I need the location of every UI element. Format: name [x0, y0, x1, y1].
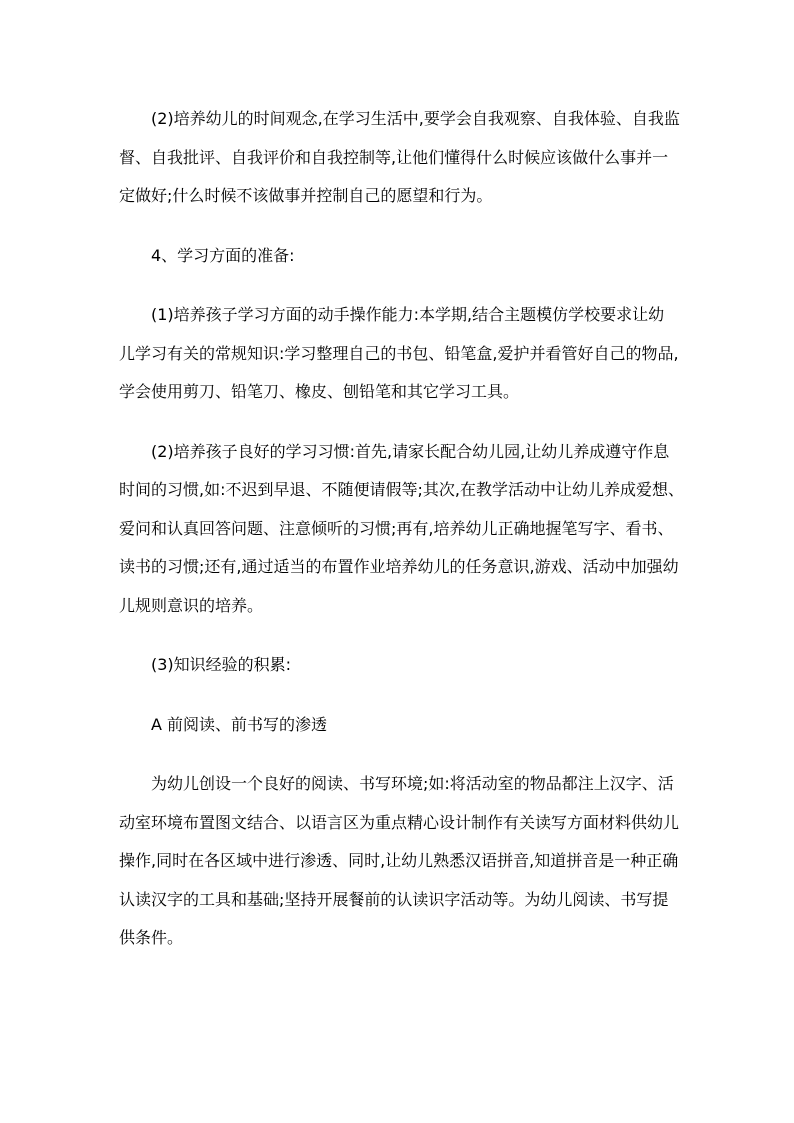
text-line: 认读汉字的工具和基础;坚持开展餐前的认读识字活动等。为幼儿阅读、书写提 — [119, 889, 669, 909]
text-line: 动室环境布置图文结合、以语言区为重点精心设计制作有关读写方面材料供幼儿 — [119, 812, 680, 832]
text-line: 学会使用剪刀、铅笔刀、橡皮、刨铅笔和其它学习工具。 — [119, 382, 520, 401]
text-line: (2)培养孩子良好的学习习惯:首先,请家长配合幼儿园,让幼儿养成遵守作息 — [151, 441, 670, 461]
paragraph-reading-environment — [119, 765, 680, 958]
paragraph-study-habits — [119, 433, 684, 626]
text-line: 爱问和认真回答问题、注意倾听的习惯;再有,培养幼儿正确地握笔写字、看书、 — [119, 518, 674, 538]
text-line: 供条件。 — [119, 928, 184, 947]
heading-line: A 前阅读、前书写的渗透 — [151, 714, 328, 734]
paragraph-time-concept — [119, 100, 680, 216]
text-line: 为幼儿创设一个良好的阅读、书写环境;如:将活动室的物品都注上汉字、活 — [151, 774, 674, 793]
text-line: 督、自我批评、自我评价和自我控制等,让他们懂得什么时候应该做什么事并一 — [119, 147, 669, 167]
document-body — [119, 100, 684, 979]
text-line: 时间的习惯,如:不迟到早退、不随便请假等;其次,在教学活动中让幼儿养成爱想、 — [119, 480, 684, 499]
heading-line: 4、学习方面的准备: — [151, 245, 295, 265]
text-line: 儿学习有关的常规知识:学习整理自己的书包、铅笔盒,爱护并看管好自己的物品, — [119, 343, 679, 363]
text-line: 儿规则意识的培养。 — [119, 595, 264, 615]
text-line: 读书的习惯;还有,通过适当的布置作业培养幼儿的任务意识,游戏、活动中加强幼 — [119, 557, 679, 576]
text-line: 操作,同时在各区域中进行渗透、同时,让幼儿熟悉汉语拼音,知道拼音是一种正确 — [119, 851, 679, 870]
paragraph-hands-on-ability — [119, 296, 679, 412]
heading-line: (3)知识经验的积累: — [151, 655, 292, 674]
subheading-knowledge-accumulation — [119, 646, 675, 685]
section-heading-learning-preparation — [119, 237, 675, 276]
subheading-pre-reading-writing — [119, 706, 675, 745]
text-line: 定做好;什么时候不该做事并控制自己的愿望和行为。 — [119, 186, 493, 205]
text-line: (1)培养孩子学习方面的动手操作能力:本学期,结合主题模仿学校要求让幼 — [151, 305, 665, 324]
text-line: (2)培养幼儿的时间观念,在学习生活中,要学会自我观察、自我体验、自我监 — [151, 109, 680, 128]
